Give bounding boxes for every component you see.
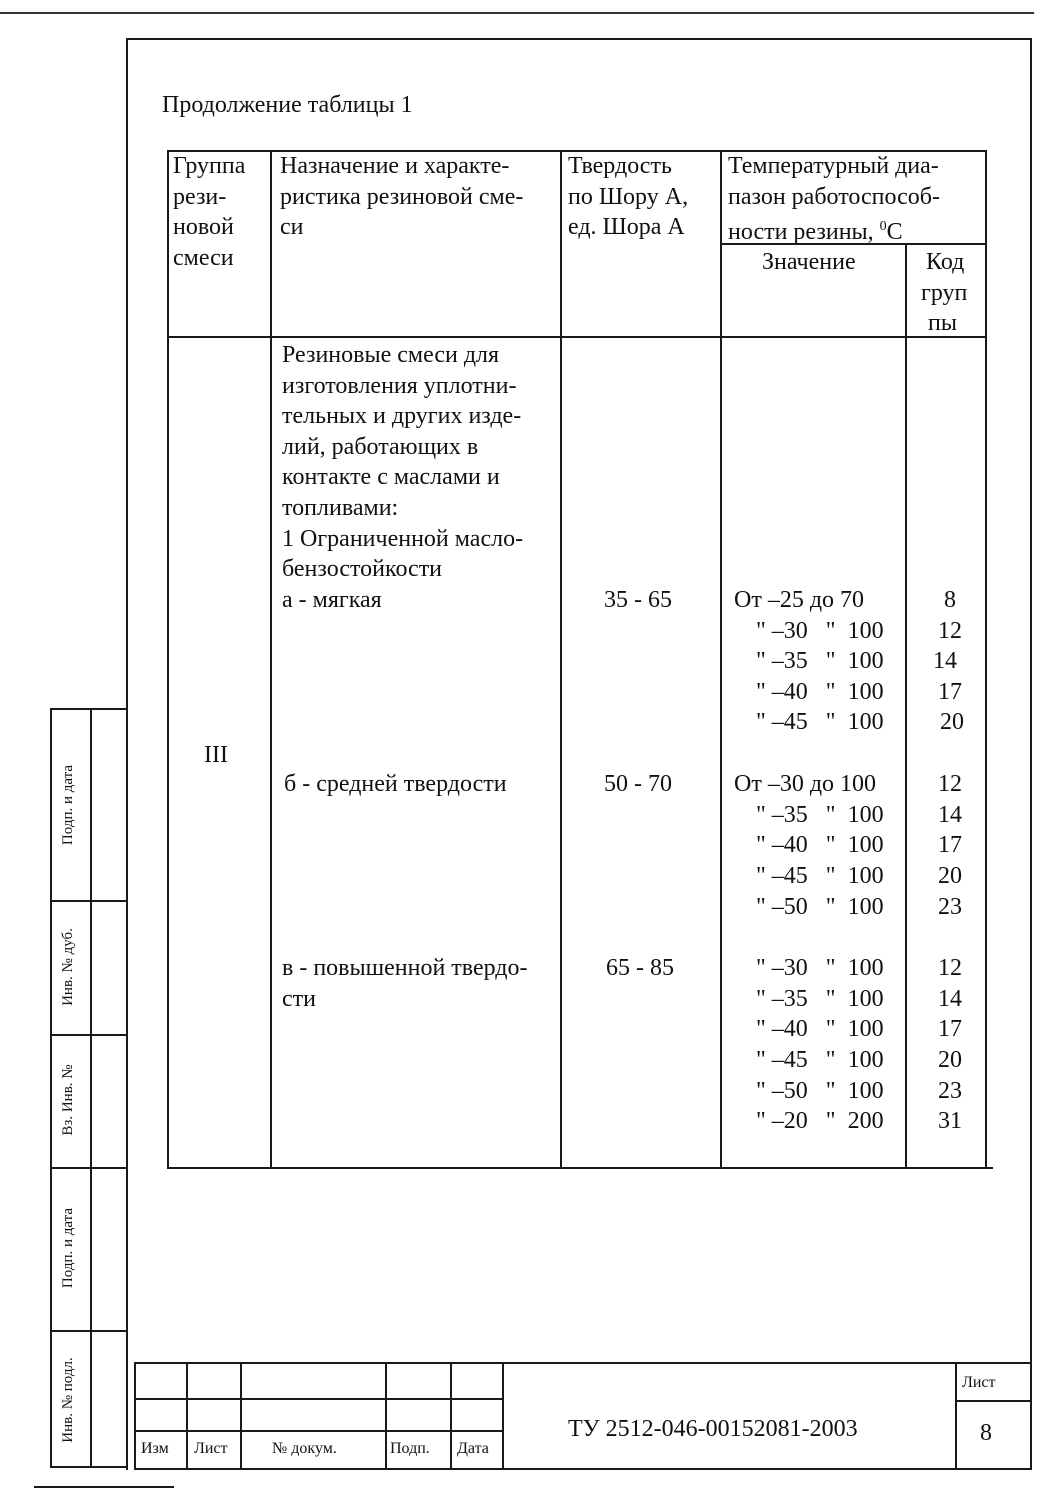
description-line: Резиновые смеси для xyxy=(282,342,500,368)
col-line-0 xyxy=(167,150,169,1169)
subgroup-hardness: 35 - 65 xyxy=(604,587,672,613)
temp-value: " –50 " 100 xyxy=(756,894,884,920)
titleblock-doc-no: № докум. xyxy=(272,1440,337,1457)
temp-value: " –40 " 100 xyxy=(756,679,884,705)
header-purpose-1: Назначение и характе- xyxy=(280,153,510,179)
col-line-5 xyxy=(985,150,987,1169)
titleblock-izm: Изм xyxy=(141,1440,169,1457)
titleblock-top xyxy=(134,1362,1032,1364)
group-code: 12 xyxy=(938,955,962,981)
temp-value: " –35 " 100 xyxy=(756,986,884,1012)
temp-value: " –30 " 100 xyxy=(756,955,884,981)
stamp-mid xyxy=(90,708,92,1468)
description-line: контакте с маслами и xyxy=(282,464,500,490)
temp-value: " –20 " 200 xyxy=(756,1108,884,1134)
group-code: 20 xyxy=(940,709,964,735)
subgroup-label: сти xyxy=(282,986,316,1012)
group-code: 8 xyxy=(944,587,956,613)
group-code: 14 xyxy=(938,986,962,1012)
titleblock-col-4 xyxy=(450,1362,452,1468)
titleblock-col-5 xyxy=(502,1362,504,1468)
temp-value: " –50 " 100 xyxy=(756,1078,884,1104)
sheet-number: 8 xyxy=(980,1420,992,1446)
group-code: 20 xyxy=(938,863,962,889)
bottom-edge-line xyxy=(34,1486,174,1488)
stamp-podp-data-1: Подп. и дата xyxy=(60,764,76,846)
titleblock-row-1 xyxy=(134,1398,502,1400)
header-code-2: груп xyxy=(921,280,968,306)
stamp-podp-data-2: Подп. и дата xyxy=(60,1207,76,1289)
titleblock-left xyxy=(134,1362,136,1468)
stamp-left xyxy=(50,708,52,1468)
group-code: 14 xyxy=(938,802,962,828)
group-code: 17 xyxy=(938,832,962,858)
group-code: 23 xyxy=(938,1078,962,1104)
header-temp-3 xyxy=(728,212,903,248)
col-line-3 xyxy=(720,150,722,1169)
col-line-2 xyxy=(560,150,562,1169)
description-line: изготовления уплотни- xyxy=(282,373,517,399)
header-purpose-3: си xyxy=(280,214,304,240)
temp-value: " –35 " 100 xyxy=(756,802,884,828)
group-code: 23 xyxy=(938,894,962,920)
header-code-3: пы xyxy=(928,310,957,336)
header-hardness-1: Твердость xyxy=(568,153,672,179)
group-code: 31 xyxy=(938,1108,962,1134)
header-temp-2: пазон работоспособ- xyxy=(728,184,940,210)
subgroup-hardness: 65 - 85 xyxy=(606,955,674,981)
temp-value: " –40 " 100 xyxy=(756,832,884,858)
stamp-vz-inv: Вз. Инв. № xyxy=(60,1064,76,1136)
top-edge-line xyxy=(0,12,1034,14)
description-line: топливами: xyxy=(282,495,399,521)
header-group-3: новой xyxy=(173,214,234,240)
degree-unit: С xyxy=(886,219,903,245)
group-value: III xyxy=(204,742,228,768)
subgroup-label: б - средней твердости xyxy=(284,771,507,797)
sheet-label: Лист xyxy=(962,1374,996,1391)
document-designation: ТУ 2512-046-00152081-2003 xyxy=(568,1416,858,1442)
frame-left xyxy=(126,38,128,1470)
temp-value: " –45 " 100 xyxy=(756,863,884,889)
header-purpose-2: ристика резиновой сме- xyxy=(280,184,524,210)
header-group-4: смеси xyxy=(173,245,234,271)
table-header-bottom xyxy=(167,336,985,338)
header-temp-3-text: ности резины, xyxy=(728,219,874,245)
degree-sup: 0 xyxy=(879,219,887,234)
temp-value: " –40 " 100 xyxy=(756,1016,884,1042)
titleblock-col-1 xyxy=(186,1362,188,1468)
group-code: 17 xyxy=(938,1016,962,1042)
titleblock-podp: Подп. xyxy=(390,1440,430,1457)
group-code: 12 xyxy=(938,618,962,644)
titleblock-list: Лист xyxy=(194,1440,228,1457)
titleblock-col-3 xyxy=(385,1362,387,1468)
temp-value: " –30 " 100 xyxy=(756,618,884,644)
titleblock-row-2 xyxy=(134,1430,502,1432)
col-line-1 xyxy=(270,150,272,1169)
table-bottom xyxy=(167,1167,993,1169)
subgroup-hardness: 50 - 70 xyxy=(604,771,672,797)
titleblock-col-6 xyxy=(955,1362,957,1468)
description-line: лий, работающих в xyxy=(282,434,479,460)
header-group-1: Группа xyxy=(173,153,246,179)
frame-top xyxy=(126,38,1032,40)
titleblock-col-2 xyxy=(240,1362,242,1468)
description-line: 1 Ограниченной масло- xyxy=(282,526,524,552)
header-hardness-3: ед. Шора А xyxy=(568,214,685,240)
temp-value: От –25 до 70 xyxy=(734,587,865,613)
header-hardness-2: по Шору А, xyxy=(568,184,689,210)
description-line: бензостойкости xyxy=(282,556,443,582)
temp-value: " –45 " 100 xyxy=(756,709,884,735)
header-code-1: Код xyxy=(926,249,965,275)
group-code: 17 xyxy=(938,679,962,705)
frame-right xyxy=(1030,38,1032,1470)
stamp-inv-podl: Инв. № подл. xyxy=(60,1357,76,1443)
header-value: Значение xyxy=(762,249,856,275)
header-temp-1: Температурный диа- xyxy=(728,153,939,179)
description-line: тельных и других изде- xyxy=(282,403,522,429)
col-line-4 xyxy=(905,243,907,1169)
frame-bottom xyxy=(134,1468,1032,1470)
temp-value: " –35 " 100 xyxy=(756,648,884,674)
group-code: 14 xyxy=(933,648,957,674)
table-caption: Продолжение таблицы 1 xyxy=(162,92,413,118)
group-code: 20 xyxy=(938,1047,962,1073)
stamp-inv-dub: Инв. № дуб. xyxy=(60,928,76,1006)
group-code: 12 xyxy=(938,771,962,797)
subgroup-label: а - мягкая xyxy=(282,587,382,613)
subgroup-label: в - повышенной твердо- xyxy=(282,955,528,981)
header-group-2: рези- xyxy=(173,184,227,210)
temp-value: От –30 до 100 xyxy=(734,771,877,797)
temp-value: " –45 " 100 xyxy=(756,1047,884,1073)
titleblock-sheet-sep xyxy=(955,1400,1032,1402)
titleblock-data: Дата xyxy=(457,1440,489,1457)
